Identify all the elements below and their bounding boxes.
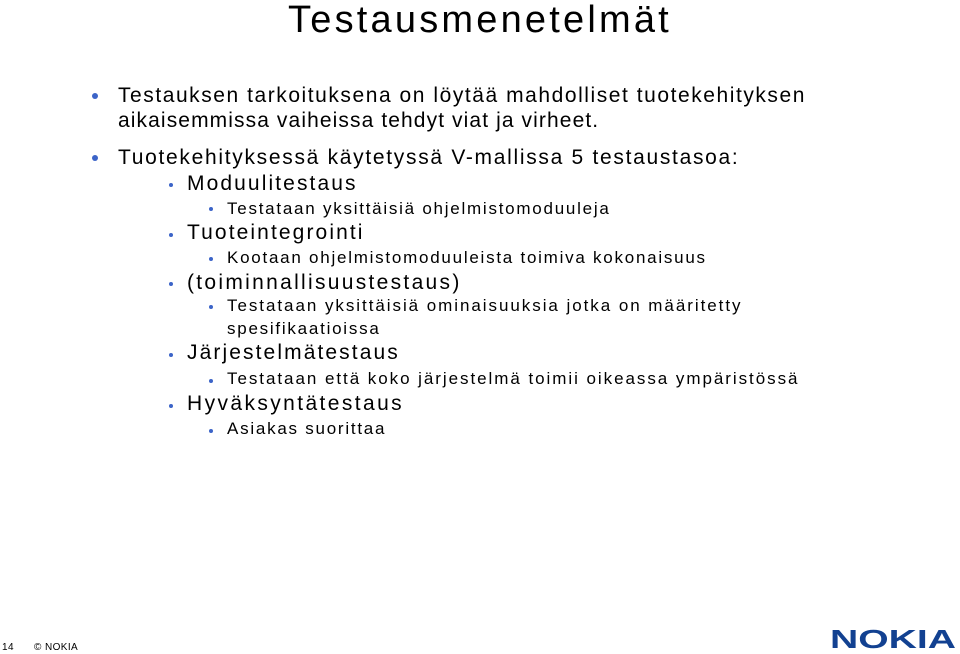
bullet-icon [209,429,213,433]
bullet-icon [209,207,213,211]
bullet-icon [92,155,98,161]
bullet-text-level-3: Testataan yksittäisiä ohjelmistomoduuleja [227,199,611,218]
nokia-logo [830,627,956,654]
bullet-text-level-3: Testataan että koko järjestelmä toimii oikeassa ympäristössä [227,369,800,388]
bullet-text-level-2: Järjestelmätestaus [187,341,400,364]
page-number: 14 [2,642,15,653]
bullet-text-level-2: Moduulitestaus [187,172,358,195]
nokia-logo-text: NOKIA [830,627,956,651]
bullet-text-continuation: spesifikaatioissa [227,319,381,338]
bullet-icon [169,282,173,286]
bullet-icon [169,353,173,357]
bullet-text-level-3: Testataan yksittäisiä ominaisuuksia jotka on määritetty [227,296,743,315]
bullet-text-level-1: Tuotekehityksessä käytetyssä V-mallissa 5 testaustasoa: [118,146,740,169]
bullet-icon [92,93,98,99]
bullet-icon [169,404,173,408]
bullet-icon [209,305,213,309]
bullet-icon [209,379,213,383]
bullet-icon [169,233,173,237]
copyright-label: © NOKIA [34,642,79,653]
bullet-text-level-2: (toiminnallisuustestaus) [187,271,462,294]
bullet-text-level-2: Hyväksyntätestaus [187,392,405,415]
bullet-icon [209,257,213,261]
slide-title: Testausmenetelmät [288,0,672,41]
bullet-icon [169,183,173,187]
bullet-text-level-3: Kootaan ohjelmistomoduuleista toimiva kokonaisuus [227,248,707,267]
bullet-text-level-3: Asiakas suorittaa [227,419,387,438]
bullet-text-level-2: Tuoteintegrointi [187,221,365,244]
bullet-text-continuation: aikaisemmissa vaiheissa tehdyt viat ja virheet. [118,109,600,132]
bullet-text-level-1: Testauksen tarkoituksena on löytää mahdolliset tuotekehityksen [118,84,806,107]
